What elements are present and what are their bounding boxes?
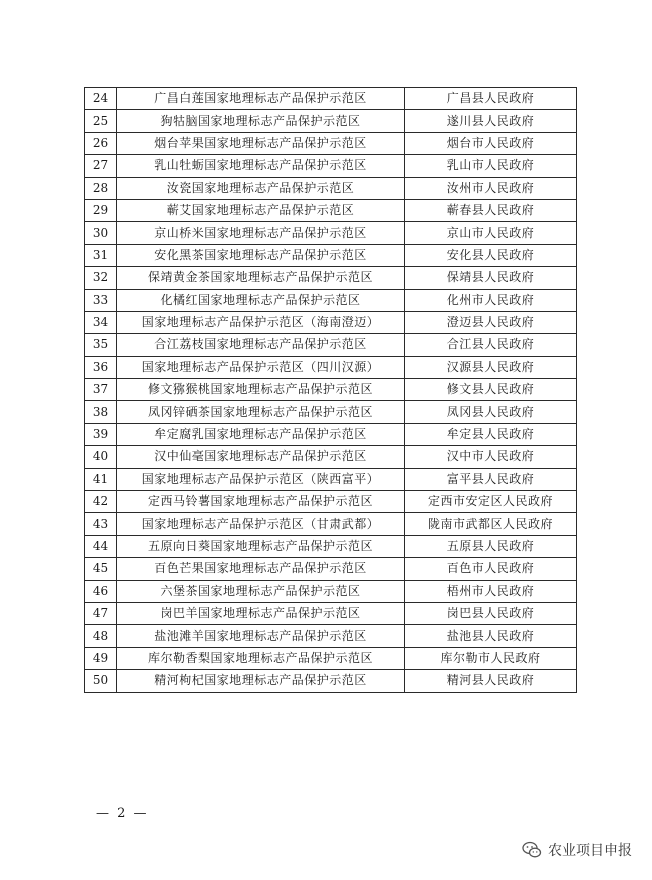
zone-name: 保靖黄金茶国家地理标志产品保护示范区 <box>117 267 405 289</box>
row-number: 29 <box>85 199 117 221</box>
government-name: 蕲春县人民政府 <box>405 199 577 221</box>
row-number: 33 <box>85 289 117 311</box>
watermark-text: 农业项目申报 <box>548 843 632 859</box>
government-name: 汉源县人民政府 <box>405 356 577 378</box>
zone-name: 安化黑茶国家地理标志产品保护示范区 <box>117 244 405 266</box>
zone-name: 汝瓷国家地理标志产品保护示范区 <box>117 177 405 199</box>
government-name: 京山市人民政府 <box>405 222 577 244</box>
table-row <box>85 535 577 557</box>
row-number: 45 <box>85 558 117 580</box>
zone-name: 国家地理标志产品保护示范区（四川汉源） <box>117 356 405 378</box>
zone-name: 烟台苹果国家地理标志产品保护示范区 <box>117 132 405 154</box>
row-number: 48 <box>85 625 117 647</box>
row-number: 42 <box>85 491 117 513</box>
zone-name: 广昌白莲国家地理标志产品保护示范区 <box>117 88 405 110</box>
government-name: 遂川县人民政府 <box>405 110 577 132</box>
table-row <box>85 155 577 177</box>
table-row <box>85 356 577 378</box>
zone-name: 精河枸杞国家地理标志产品保护示范区 <box>117 670 405 692</box>
row-number: 41 <box>85 468 117 490</box>
table-row <box>85 379 577 401</box>
government-name: 烟台市人民政府 <box>405 132 577 154</box>
table-row <box>85 132 577 154</box>
zone-name: 凤冈锌硒茶国家地理标志产品保护示范区 <box>117 401 405 423</box>
government-name: 凤冈县人民政府 <box>405 401 577 423</box>
zone-table <box>84 87 577 693</box>
government-name: 汝州市人民政府 <box>405 177 577 199</box>
table-row <box>85 647 577 669</box>
row-number: 40 <box>85 446 117 468</box>
zone-name: 百色芒果国家地理标志产品保护示范区 <box>117 558 405 580</box>
government-name: 牟定县人民政府 <box>405 423 577 445</box>
zone-name: 岗巴羊国家地理标志产品保护示范区 <box>117 602 405 624</box>
zone-name: 定西马铃薯国家地理标志产品保护示范区 <box>117 491 405 513</box>
zone-name: 合江荔枝国家地理标志产品保护示范区 <box>117 334 405 356</box>
government-name: 陇南市武都区人民政府 <box>405 513 577 535</box>
government-name: 梧州市人民政府 <box>405 580 577 602</box>
row-number: 47 <box>85 602 117 624</box>
government-name: 广昌县人民政府 <box>405 88 577 110</box>
table-row <box>85 625 577 647</box>
table-row <box>85 199 577 221</box>
zone-name: 六堡茶国家地理标志产品保护示范区 <box>117 580 405 602</box>
wechat-watermark <box>522 840 632 860</box>
row-number: 39 <box>85 423 117 445</box>
zone-name: 盐池滩羊国家地理标志产品保护示范区 <box>117 625 405 647</box>
government-name: 修文县人民政府 <box>405 379 577 401</box>
zone-name: 国家地理标志产品保护示范区（陕西富平） <box>117 468 405 490</box>
table-row <box>85 602 577 624</box>
row-number: 31 <box>85 244 117 266</box>
table-body <box>85 88 577 693</box>
table-row <box>85 513 577 535</box>
government-name: 安化县人民政府 <box>405 244 577 266</box>
zone-name: 蕲艾国家地理标志产品保护示范区 <box>117 199 405 221</box>
government-name: 澄迈县人民政府 <box>405 311 577 333</box>
zone-name: 修文猕猴桃国家地理标志产品保护示范区 <box>117 379 405 401</box>
table-row <box>85 88 577 110</box>
government-name: 定西市安定区人民政府 <box>405 491 577 513</box>
row-number: 28 <box>85 177 117 199</box>
zone-name: 牟定腐乳国家地理标志产品保护示范区 <box>117 423 405 445</box>
wechat-icon <box>522 841 542 859</box>
zone-name: 狗牯脑国家地理标志产品保护示范区 <box>117 110 405 132</box>
government-name: 合江县人民政府 <box>405 334 577 356</box>
row-number: 38 <box>85 401 117 423</box>
table-row <box>85 468 577 490</box>
government-name: 盐池县人民政府 <box>405 625 577 647</box>
table-row <box>85 491 577 513</box>
table-row <box>85 311 577 333</box>
table-row <box>85 222 577 244</box>
government-name: 精河县人民政府 <box>405 670 577 692</box>
table-row <box>85 558 577 580</box>
row-number: 25 <box>85 110 117 132</box>
row-number: 35 <box>85 334 117 356</box>
zone-name: 化橘红国家地理标志产品保护示范区 <box>117 289 405 311</box>
zone-name: 乳山牡蛎国家地理标志产品保护示范区 <box>117 155 405 177</box>
row-number: 37 <box>85 379 117 401</box>
government-name: 五原县人民政府 <box>405 535 577 557</box>
table-row <box>85 670 577 692</box>
table-row <box>85 401 577 423</box>
zone-name: 京山桥米国家地理标志产品保护示范区 <box>117 222 405 244</box>
table-row <box>85 267 577 289</box>
row-number: 43 <box>85 513 117 535</box>
row-number: 50 <box>85 670 117 692</box>
government-name: 保靖县人民政府 <box>405 267 577 289</box>
row-number: 26 <box>85 132 117 154</box>
row-number: 49 <box>85 647 117 669</box>
government-name: 乳山市人民政府 <box>405 155 577 177</box>
row-number: 44 <box>85 535 117 557</box>
government-name: 库尔勒市人民政府 <box>405 647 577 669</box>
table-row <box>85 334 577 356</box>
row-number: 30 <box>85 222 117 244</box>
row-number: 46 <box>85 580 117 602</box>
government-name: 化州市人民政府 <box>405 289 577 311</box>
row-number: 32 <box>85 267 117 289</box>
table-row <box>85 177 577 199</box>
government-name: 汉中市人民政府 <box>405 446 577 468</box>
zone-name: 五原向日葵国家地理标志产品保护示范区 <box>117 535 405 557</box>
zone-name: 汉中仙毫国家地理标志产品保护示范区 <box>117 446 405 468</box>
zone-name: 国家地理标志产品保护示范区（甘肃武都） <box>117 513 405 535</box>
row-number: 27 <box>85 155 117 177</box>
government-name: 百色市人民政府 <box>405 558 577 580</box>
row-number: 36 <box>85 356 117 378</box>
government-name: 岗巴县人民政府 <box>405 602 577 624</box>
row-number: 34 <box>85 311 117 333</box>
zone-name: 库尔勒香梨国家地理标志产品保护示范区 <box>117 647 405 669</box>
table-row <box>85 110 577 132</box>
government-name: 富平县人民政府 <box>405 468 577 490</box>
table-row <box>85 423 577 445</box>
row-number: 24 <box>85 88 117 110</box>
table-row <box>85 289 577 311</box>
table-row <box>85 244 577 266</box>
zone-name: 国家地理标志产品保护示范区（海南澄迈） <box>117 311 405 333</box>
table-row <box>85 580 577 602</box>
page-number: — 2 — <box>96 806 149 821</box>
table-row <box>85 446 577 468</box>
